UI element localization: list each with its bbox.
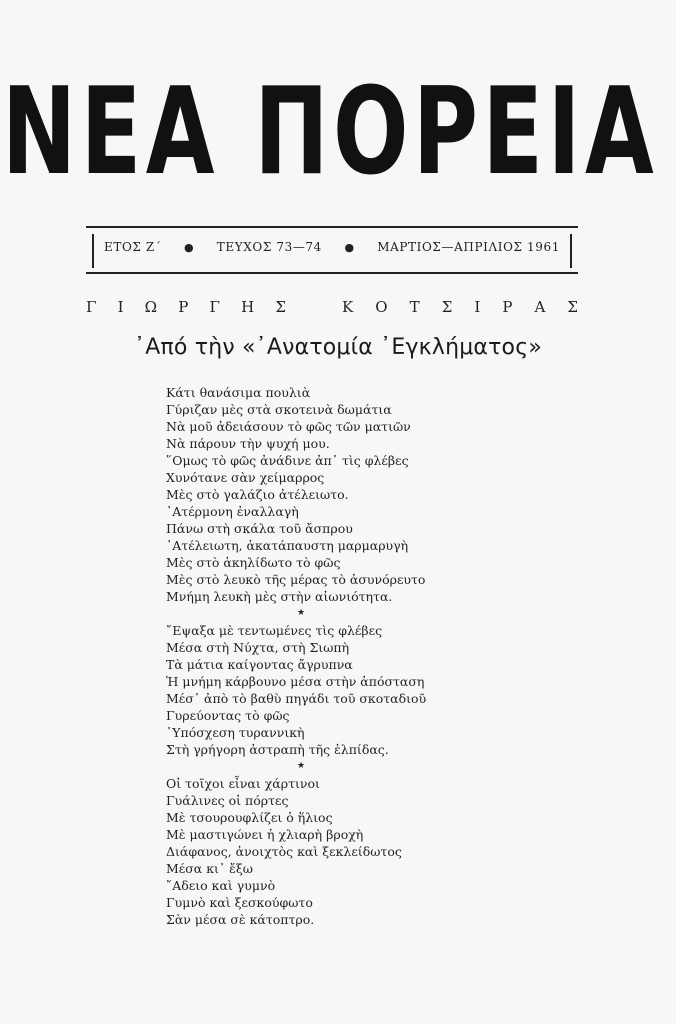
author-letter: Σ	[275, 298, 286, 316]
author-letter: Σ	[441, 298, 453, 316]
masthead-title: ΝΕΑ ΠΟΡΕΙΑ	[1, 63, 659, 202]
poem-line: ᾿Ατέρμονη ἐναλλαγὴ	[166, 504, 299, 519]
issue-bar-left-rule	[92, 234, 94, 268]
author-letter: Γ	[86, 298, 97, 316]
author-letter: Γ	[209, 298, 220, 316]
poem-line: ῎Εψαξα μὲ τεντωμένες τὶς φλέβες	[166, 623, 383, 638]
poem-line: Οἱ τοῖχοι εἶναι χάρτινοι	[166, 776, 320, 791]
poem-line: Διάφανος, ἀνοιχτὸς καὶ ξεκλείδωτος	[166, 844, 402, 859]
author-letter: Κ	[342, 298, 354, 316]
poem-line: Γυάλινες οἱ πόρτες	[166, 793, 289, 808]
poem-line: Στὴ γρήγορη ἀστραπὴ τῆς ἐλπίδας.	[166, 742, 389, 757]
poem-line: ῎Αδειο καὶ γυμνὸ	[166, 878, 276, 893]
poem-line: Μνήμη λευκὴ μὲς στὴν αἰωνιότητα.	[166, 589, 393, 604]
poem-title: ᾿Από τὴν «᾿Ανατομία ᾿Εγκλήματος»	[134, 335, 542, 360]
poem-line: Χυνότανε σὰν χείμαρρος	[166, 470, 325, 485]
stanza-divider-star: ★	[296, 761, 306, 771]
poem-line: Μὲ τσουρουφλίζει ὁ ἥλιος	[166, 810, 333, 825]
poem-line: Μέσα κι᾿ ἔξω	[166, 861, 253, 876]
poem-line: Νὰ πάρουν τὴν ψυχή μου.	[166, 436, 330, 451]
poem-line: Μὲς στὸ ἀκηλίδωτο τὸ φῶς	[166, 555, 341, 570]
author-letter: Ρ	[178, 298, 189, 316]
poem-line: ῾Υπόσχεση τυραννικὴ	[166, 725, 305, 740]
issue-number: ΤΕΥΧΟΣ 73—74	[216, 240, 322, 254]
poem-line: Μὲς στὸ λευκὸ τῆς μέρας τὸ ἀσυνόρευτο	[166, 572, 426, 587]
poem-line: Γυρεύοντας τὸ φῶς	[166, 708, 290, 723]
author-letter: Ι	[474, 298, 481, 316]
author-letter: Ρ	[502, 298, 513, 316]
stanza-divider-star: ★	[296, 608, 306, 618]
bullet-separator: ●	[344, 240, 355, 254]
poem-line: Μέσ᾿ ἀπὸ τὸ βαθὺ πηγάδι τοῦ σκοταδιοῦ	[166, 691, 427, 706]
poem-line: Κάτι θανάσιμα πουλιὰ	[166, 385, 311, 400]
poem-line: Γύριζαν μὲς στὰ σκοτεινὰ δωμάτια	[166, 402, 392, 417]
author-letter: Η	[241, 298, 255, 316]
bullet-separator: ●	[184, 240, 195, 254]
poem-line: Τὰ μάτια καίγοντας ἄγρυπνα	[166, 657, 353, 672]
poem-line: ῞Ομως τὸ φῶς ἀνάδινε ἀπ᾿ τὶς φλέβες	[166, 453, 409, 468]
author-first-name	[86, 298, 286, 316]
poem-line: Σὰν μέσα σὲ κάτοπτρο.	[166, 912, 315, 927]
poem-line: Γυμνὸ καὶ ξεσκούφωτο	[166, 895, 313, 910]
poem-line: Ἡ μνήμη κάρβουνο μέσα στὴν ἀπόσταση	[166, 674, 425, 689]
author-letter: Σ	[567, 298, 578, 316]
author-last-name	[342, 298, 578, 316]
poem-line: Νὰ μοῦ ἀδειάσουν τὸ φῶς τῶν ματιῶν	[166, 419, 411, 434]
author-letter: Τ	[409, 298, 420, 316]
author-letter: Ι	[117, 298, 124, 316]
issue-bar-right-rule	[570, 234, 572, 268]
poem-line: Μὲ μαστιγώνει ἡ χλιαρὴ βροχὴ	[166, 827, 364, 842]
issue-year: ΕΤΟΣ Ζ΄	[104, 240, 162, 254]
author-letter: Α	[534, 298, 546, 316]
poem-body	[166, 384, 586, 928]
author-name	[86, 298, 578, 316]
issue-date: ΜΑΡΤΙΟΣ—ΑΠΡΙΛΙΟΣ 1961	[377, 240, 560, 254]
poem-line: Μὲς στὸ γαλάζιο ἀτέλειωτο.	[166, 487, 349, 502]
poem-line: Μέσα στὴ Νύχτα, στὴ Σιωπὴ	[166, 640, 350, 655]
issue-info-row	[104, 240, 560, 254]
author-letter: Ω	[144, 298, 158, 316]
author-letter: Ο	[375, 298, 388, 316]
poem-line: ᾿Ατέλειωτη, ἀκατάπαυστη μαρμαρυγὴ	[166, 538, 409, 553]
poem-line: Πάνω στὴ σκάλα τοῦ ἄσπρου	[166, 521, 353, 536]
issue-info-bar	[86, 226, 578, 274]
